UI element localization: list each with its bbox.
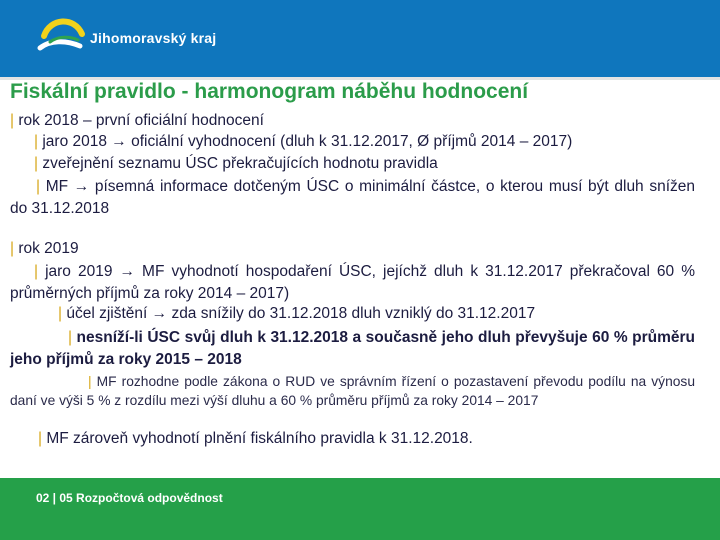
item-text: MF → písemná informace dotčeným ÚSC o minimální částce, o kterou musí být dluh snížen do 31.12.2018 [10,178,695,217]
item-text: rok 2018 – první oficiální hodnocení [18,112,264,129]
item-text: jaro 2019 → MF vyhodnotí hospodaření ÚSC, jejíchž dluh k 31.12.2017 překračoval 60 % průměrných příjmů za roky 2014 – 2017) [10,263,695,302]
footer-section-label: 02 | 05 Rozpočtová odpovědnost [36,491,223,505]
list-item [10,372,695,410]
bullet-bar: | [34,155,39,172]
region-logo-icon [36,14,88,54]
item-text: MF rozhodne podle zákona o RUD ve správním řízení o pozastavení převodu podílu na výnosu daní ve výši 5 % z rozdílu mezi výší dluhu a 60 % průměru příjmů za roky 2014 – 2017 [10,374,695,408]
brand-name: Jihomoravský kraj [90,30,217,46]
list-item [34,133,572,151]
list-item [10,327,695,371]
list-item [34,155,438,173]
list-item [10,261,695,305]
bullet-bar: | [88,374,92,389]
bullet-bar: | [10,240,15,257]
item-text: jaro 2018 → oficiální vyhodnocení (dluh k 31.12.2017, Ø příjmů 2014 – 2017) [42,133,573,150]
bullet-bar: | [34,263,39,280]
item-text: nesníží-li ÚSC svůj dluh k 31.12.2018 a současně jeho dluh převyšuje 60 % průměru jeho příjmů za roky 2015 – 2018 [10,329,695,368]
footer-bar [0,478,720,540]
item-text: účel zjištění → zda snížily do 31.12.2018 dluh vzniklý do 31.12.2017 [66,305,536,322]
item-text: zveřejnění seznamu ÚSC překračujících hodnotu pravidla [42,155,438,172]
list-item [10,176,695,220]
bullet-bar: | [68,329,73,346]
list-item [10,112,264,130]
list-item [38,430,473,448]
bullet-bar: | [10,112,15,129]
header-bar [0,0,720,77]
list-item [10,240,79,258]
bullet-bar: | [38,430,43,447]
bullet-bar: | [36,178,41,195]
item-text: MF zároveň vyhodnotí plnění fiskálního pravidla k 31.12.2018. [46,430,473,447]
bullet-bar: | [58,305,63,322]
bullet-bar: | [34,133,39,150]
slide-title: Fiskální pravidlo - harmonogram náběhu hodnocení [10,80,529,103]
list-item [58,305,535,323]
item-text: rok 2019 [18,240,79,257]
